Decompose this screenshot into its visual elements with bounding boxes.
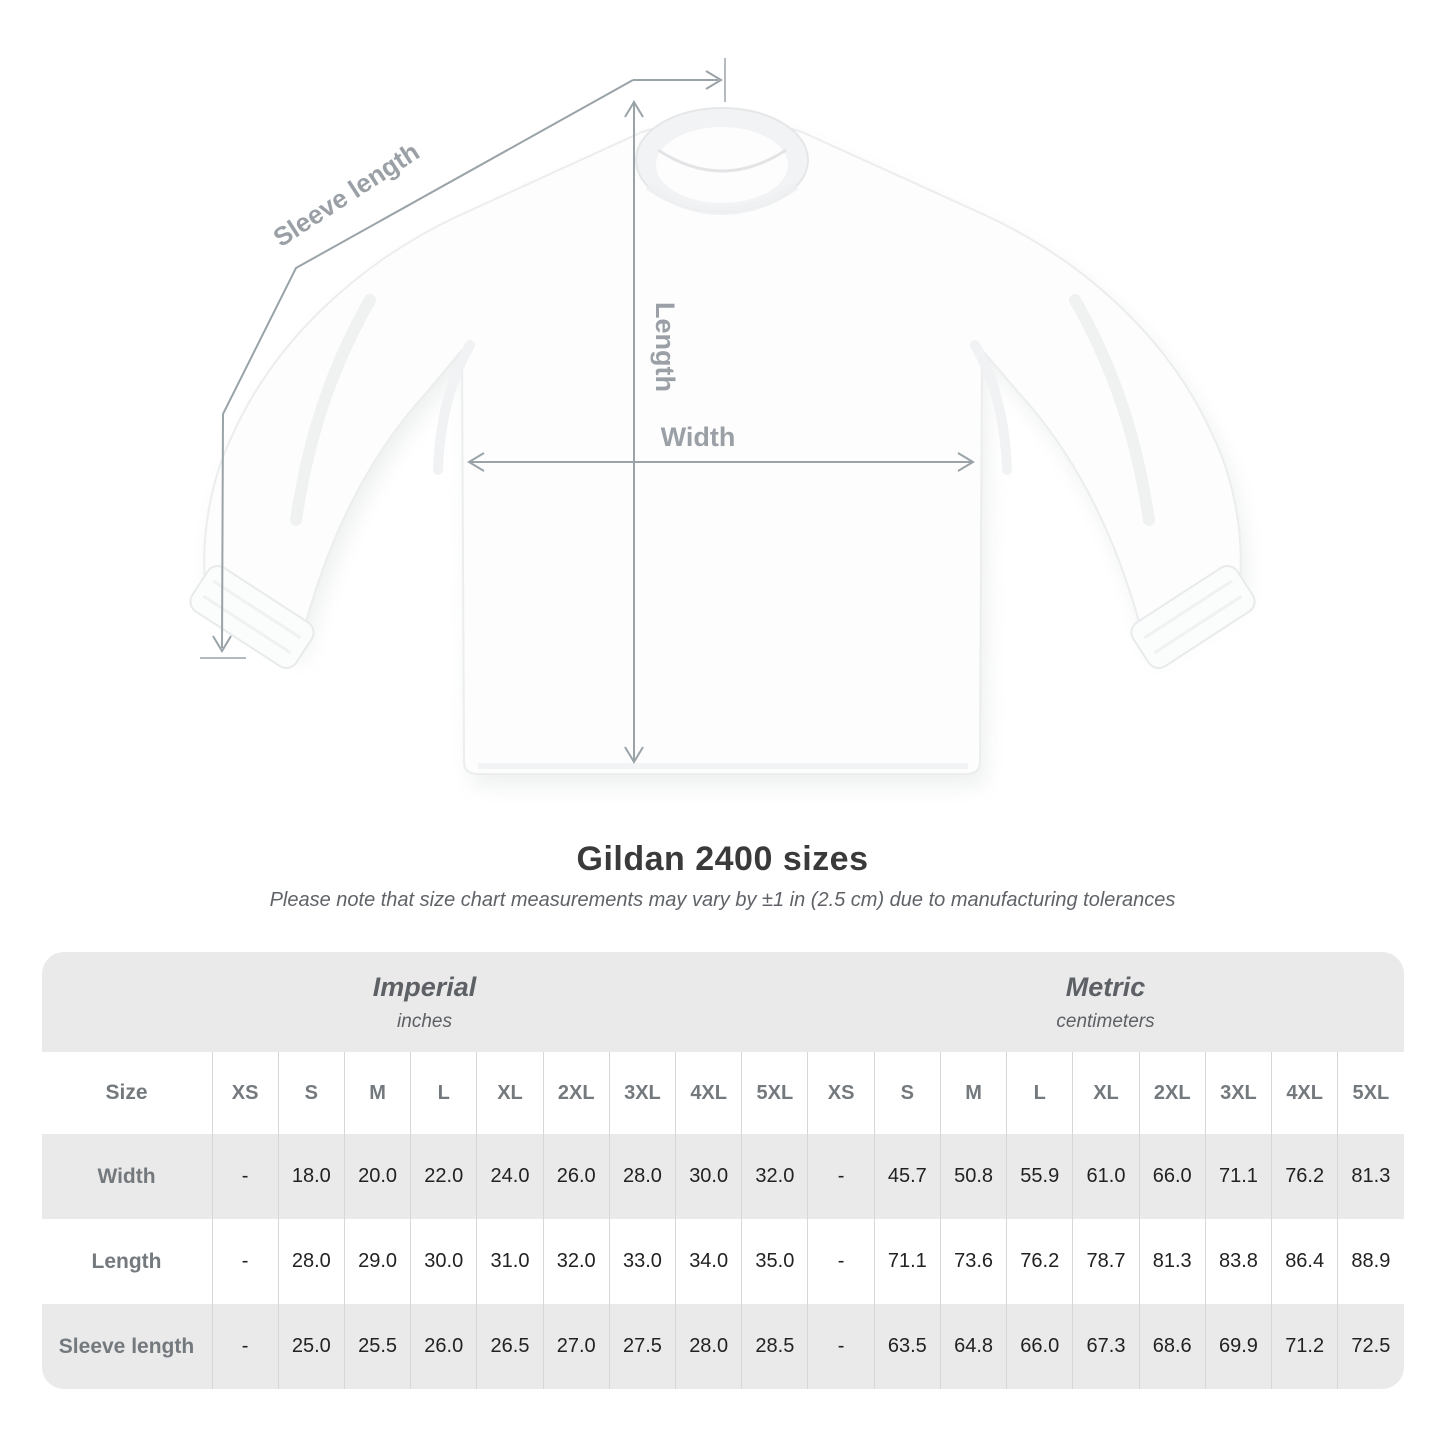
size-col-header: 5XL [1337,1052,1403,1134]
table-cell: 61.0 [1072,1134,1138,1219]
table-cell: 66.0 [1006,1304,1072,1389]
table-cell: - [807,1219,873,1304]
table-cell: 27.5 [609,1304,675,1389]
table-cell: 88.9 [1337,1219,1403,1304]
size-table [42,952,1404,1389]
table-cell: 55.9 [1006,1134,1072,1219]
table-cell: 66.0 [1139,1134,1205,1219]
length-label: Length [650,302,680,392]
size-col-header: 2XL [1139,1052,1205,1134]
table-cell: 33.0 [609,1219,675,1304]
table-cell: - [212,1219,278,1304]
table-cell: 34.0 [675,1219,741,1304]
size-col-header: 4XL [1271,1052,1337,1134]
table-cell: - [807,1134,873,1219]
table-cell: 30.0 [675,1134,741,1219]
size-col-header: XL [1072,1052,1138,1134]
metric-unit: centimeters [1056,1010,1155,1032]
unit-header-band [42,952,1404,1052]
row-label: Sleeve length [58,1334,195,1358]
table-cell: 29.0 [344,1219,410,1304]
table-row-width [42,1134,1404,1219]
width-label: Width [660,422,736,452]
imperial-unit-header [42,952,808,1052]
size-col-header: L [410,1052,476,1134]
table-cell: 81.3 [1139,1219,1205,1304]
table-cell: 32.0 [543,1219,609,1304]
table-cell: 78.7 [1072,1219,1138,1304]
table-cell: 25.0 [278,1304,344,1389]
table-cell: 72.5 [1337,1304,1403,1389]
size-col-header: XL [476,1052,542,1134]
table-cell: 30.0 [410,1219,476,1304]
table-cell: 27.0 [543,1304,609,1389]
size-col-header: M [344,1052,410,1134]
row-label: Width [97,1164,156,1188]
table-cell: 25.5 [344,1304,410,1389]
table-cell: 31.0 [476,1219,542,1304]
table-cell: 32.0 [741,1134,807,1219]
size-col-header: M [940,1052,1006,1134]
table-cell: 20.0 [344,1134,410,1219]
table-cell: 26.5 [476,1304,542,1389]
page-title: Gildan 2400 sizes [576,840,869,878]
table-cell: 26.0 [410,1304,476,1389]
table-cell: 35.0 [741,1219,807,1304]
table-cell: 26.0 [543,1134,609,1219]
size-col-header: 5XL [741,1052,807,1134]
table-cell: 68.6 [1139,1304,1205,1389]
table-cell: 28.0 [278,1219,344,1304]
row-label: Length [91,1249,162,1273]
page-subtitle: Please note that size chart measurements may vary by ±1 in (2.5 cm) due to manufacturing tolerances [269,889,1176,911]
table-cell: 69.9 [1205,1304,1271,1389]
size-col-header: XS [807,1052,873,1134]
table-cell: - [212,1134,278,1219]
imperial-unit: inches [397,1010,452,1032]
size-col-header: 3XL [1205,1052,1271,1134]
size-col-header: S [278,1052,344,1134]
size-header-row [42,1052,1404,1134]
table-cell: 73.6 [940,1219,1006,1304]
table-cell: - [807,1304,873,1389]
table-cell: 24.0 [476,1134,542,1219]
table-cell: 28.0 [675,1304,741,1389]
table-cell: 28.0 [609,1134,675,1219]
size-header-label: Size [105,1081,148,1104]
size-col-header: XS [212,1052,278,1134]
size-col-header: S [874,1052,940,1134]
table-cell: 71.2 [1271,1304,1337,1389]
table-cell: 28.5 [741,1304,807,1389]
table-cell: - [212,1304,278,1389]
sleeve-length-label: Sleeve length [267,136,425,253]
table-cell: 81.3 [1337,1134,1403,1219]
imperial-label: Imperial [372,971,477,1002]
table-cell: 83.8 [1205,1219,1271,1304]
table-cell: 71.1 [874,1219,940,1304]
table-cell: 67.3 [1072,1304,1138,1389]
size-col-header: 2XL [543,1052,609,1134]
table-cell: 22.0 [410,1134,476,1219]
size-col-header: L [1006,1052,1072,1134]
table-cell: 76.2 [1006,1219,1072,1304]
metric-unit-header [808,952,1404,1052]
table-cell: 63.5 [874,1304,940,1389]
table-cell: 18.0 [278,1134,344,1219]
table-cell: 45.7 [874,1134,940,1219]
table-row-sleeve-length [42,1304,1404,1389]
table-cell: 50.8 [940,1134,1006,1219]
collar [636,108,808,212]
metric-label: Metric [1065,971,1146,1002]
table-row-length [42,1219,1404,1304]
size-col-header: 3XL [609,1052,675,1134]
table-cell: 86.4 [1271,1219,1337,1304]
size-col-header: 4XL [675,1052,741,1134]
table-cell: 76.2 [1271,1134,1337,1219]
table-cell: 71.1 [1205,1134,1271,1219]
table-cell: 64.8 [940,1304,1006,1389]
